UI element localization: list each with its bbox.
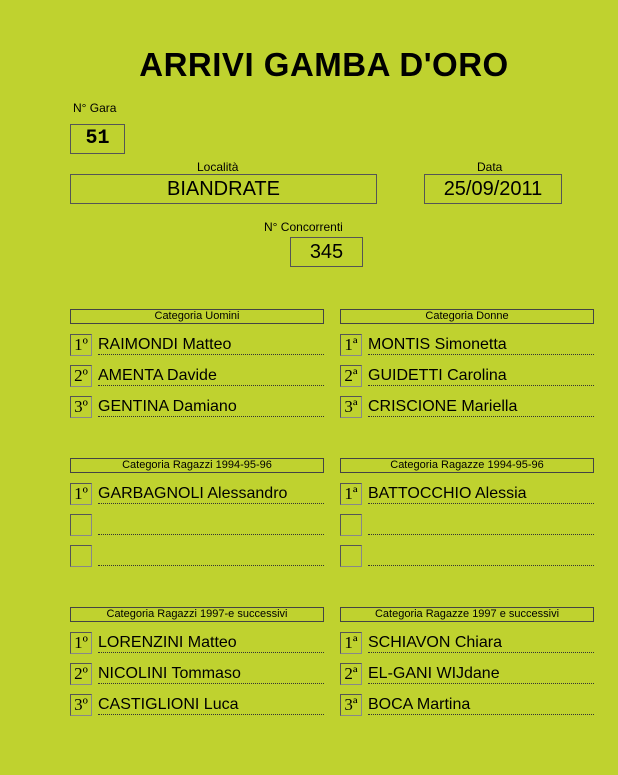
category-block [70,458,324,568]
result-row [340,663,594,687]
result-row [340,694,594,718]
position-cell[interactable]: 3ª [340,396,362,418]
result-row [70,396,324,420]
category-block [70,607,324,717]
position-cell[interactable] [70,514,92,536]
result-row [70,632,324,656]
athlete-name-field[interactable]: CASTIGLIONI Luca [98,694,324,715]
result-row [340,365,594,389]
result-row [340,632,594,656]
result-row [70,365,324,389]
category-title: Categoria Ragazzi 1997-e successivi [70,607,324,622]
category-block [340,458,594,568]
position-cell[interactable] [70,545,92,567]
athlete-name-field[interactable]: CRISCIONE Mariella [368,396,594,417]
result-row [340,396,594,420]
localita-label: Località [197,160,239,174]
category-title: Categoria Ragazze 1997 e successivi [340,607,594,622]
result-row [340,334,594,358]
position-cell[interactable]: 2ª [340,365,362,387]
position-cell[interactable]: 1º [70,483,92,505]
page-title: ARRIVI GAMBA D'ORO [139,46,509,83]
category-block [340,607,594,717]
athlete-name-field[interactable]: RAIMONDI Matteo [98,334,324,355]
result-row [70,663,324,687]
athlete-name-field[interactable]: BOCA Martina [368,694,594,715]
result-row [70,334,324,358]
position-cell[interactable]: 2º [70,663,92,685]
result-row [70,483,324,507]
athlete-name-field[interactable]: EL-GANI WIJdane [368,663,594,684]
position-cell[interactable]: 2ª [340,663,362,685]
athlete-name-field[interactable] [98,514,324,535]
category-title: Categoria Ragazze 1994-95-96 [340,458,594,473]
result-row [70,514,324,538]
result-row [70,545,324,569]
athlete-name-field[interactable]: SCHIAVON Chiara [368,632,594,653]
position-cell[interactable]: 1º [70,334,92,356]
position-cell[interactable]: 1º [70,632,92,654]
position-cell[interactable]: 3ª [340,694,362,716]
athlete-name-field[interactable]: LORENZINI Matteo [98,632,324,653]
athlete-name-field[interactable]: NICOLINI Tommaso [98,663,324,684]
data-label: Data [477,160,503,174]
gara-field[interactable]: 51 [70,124,125,154]
result-row [340,545,594,569]
category-title: Categoria Uomini [70,309,324,324]
result-row [340,514,594,538]
concorrenti-field[interactable]: 345 [290,237,363,267]
position-cell[interactable]: 3º [70,396,92,418]
athlete-name-field[interactable] [98,545,324,566]
position-cell[interactable]: 2º [70,365,92,387]
athlete-name-field[interactable] [368,545,594,566]
position-cell[interactable]: 1ª [340,334,362,356]
athlete-name-field[interactable]: BATTOCCHIO Alessia [368,483,594,504]
concorrenti-label: N° Concorrenti [264,220,343,234]
athlete-name-field[interactable]: GUIDETTI Carolina [368,365,594,386]
localita-field[interactable]: BIANDRATE [70,174,377,204]
position-cell[interactable]: 3º [70,694,92,716]
data-field[interactable]: 25/09/2011 [424,174,562,204]
position-cell[interactable] [340,514,362,536]
gara-label: N° Gara [73,101,117,115]
athlete-name-field[interactable] [368,514,594,535]
athlete-name-field[interactable]: MONTIS Simonetta [368,334,594,355]
category-title: Categoria Donne [340,309,594,324]
position-cell[interactable] [340,545,362,567]
position-cell[interactable]: 1ª [340,632,362,654]
category-block [340,309,594,419]
category-title: Categoria Ragazzi 1994-95-96 [70,458,324,473]
category-block [70,309,324,419]
position-cell[interactable]: 1ª [340,483,362,505]
athlete-name-field[interactable]: GENTINA Damiano [98,396,324,417]
athlete-name-field[interactable]: AMENTA Davide [98,365,324,386]
result-row [340,483,594,507]
athlete-name-field[interactable]: GARBAGNOLI Alessandro [98,483,324,504]
result-row [70,694,324,718]
